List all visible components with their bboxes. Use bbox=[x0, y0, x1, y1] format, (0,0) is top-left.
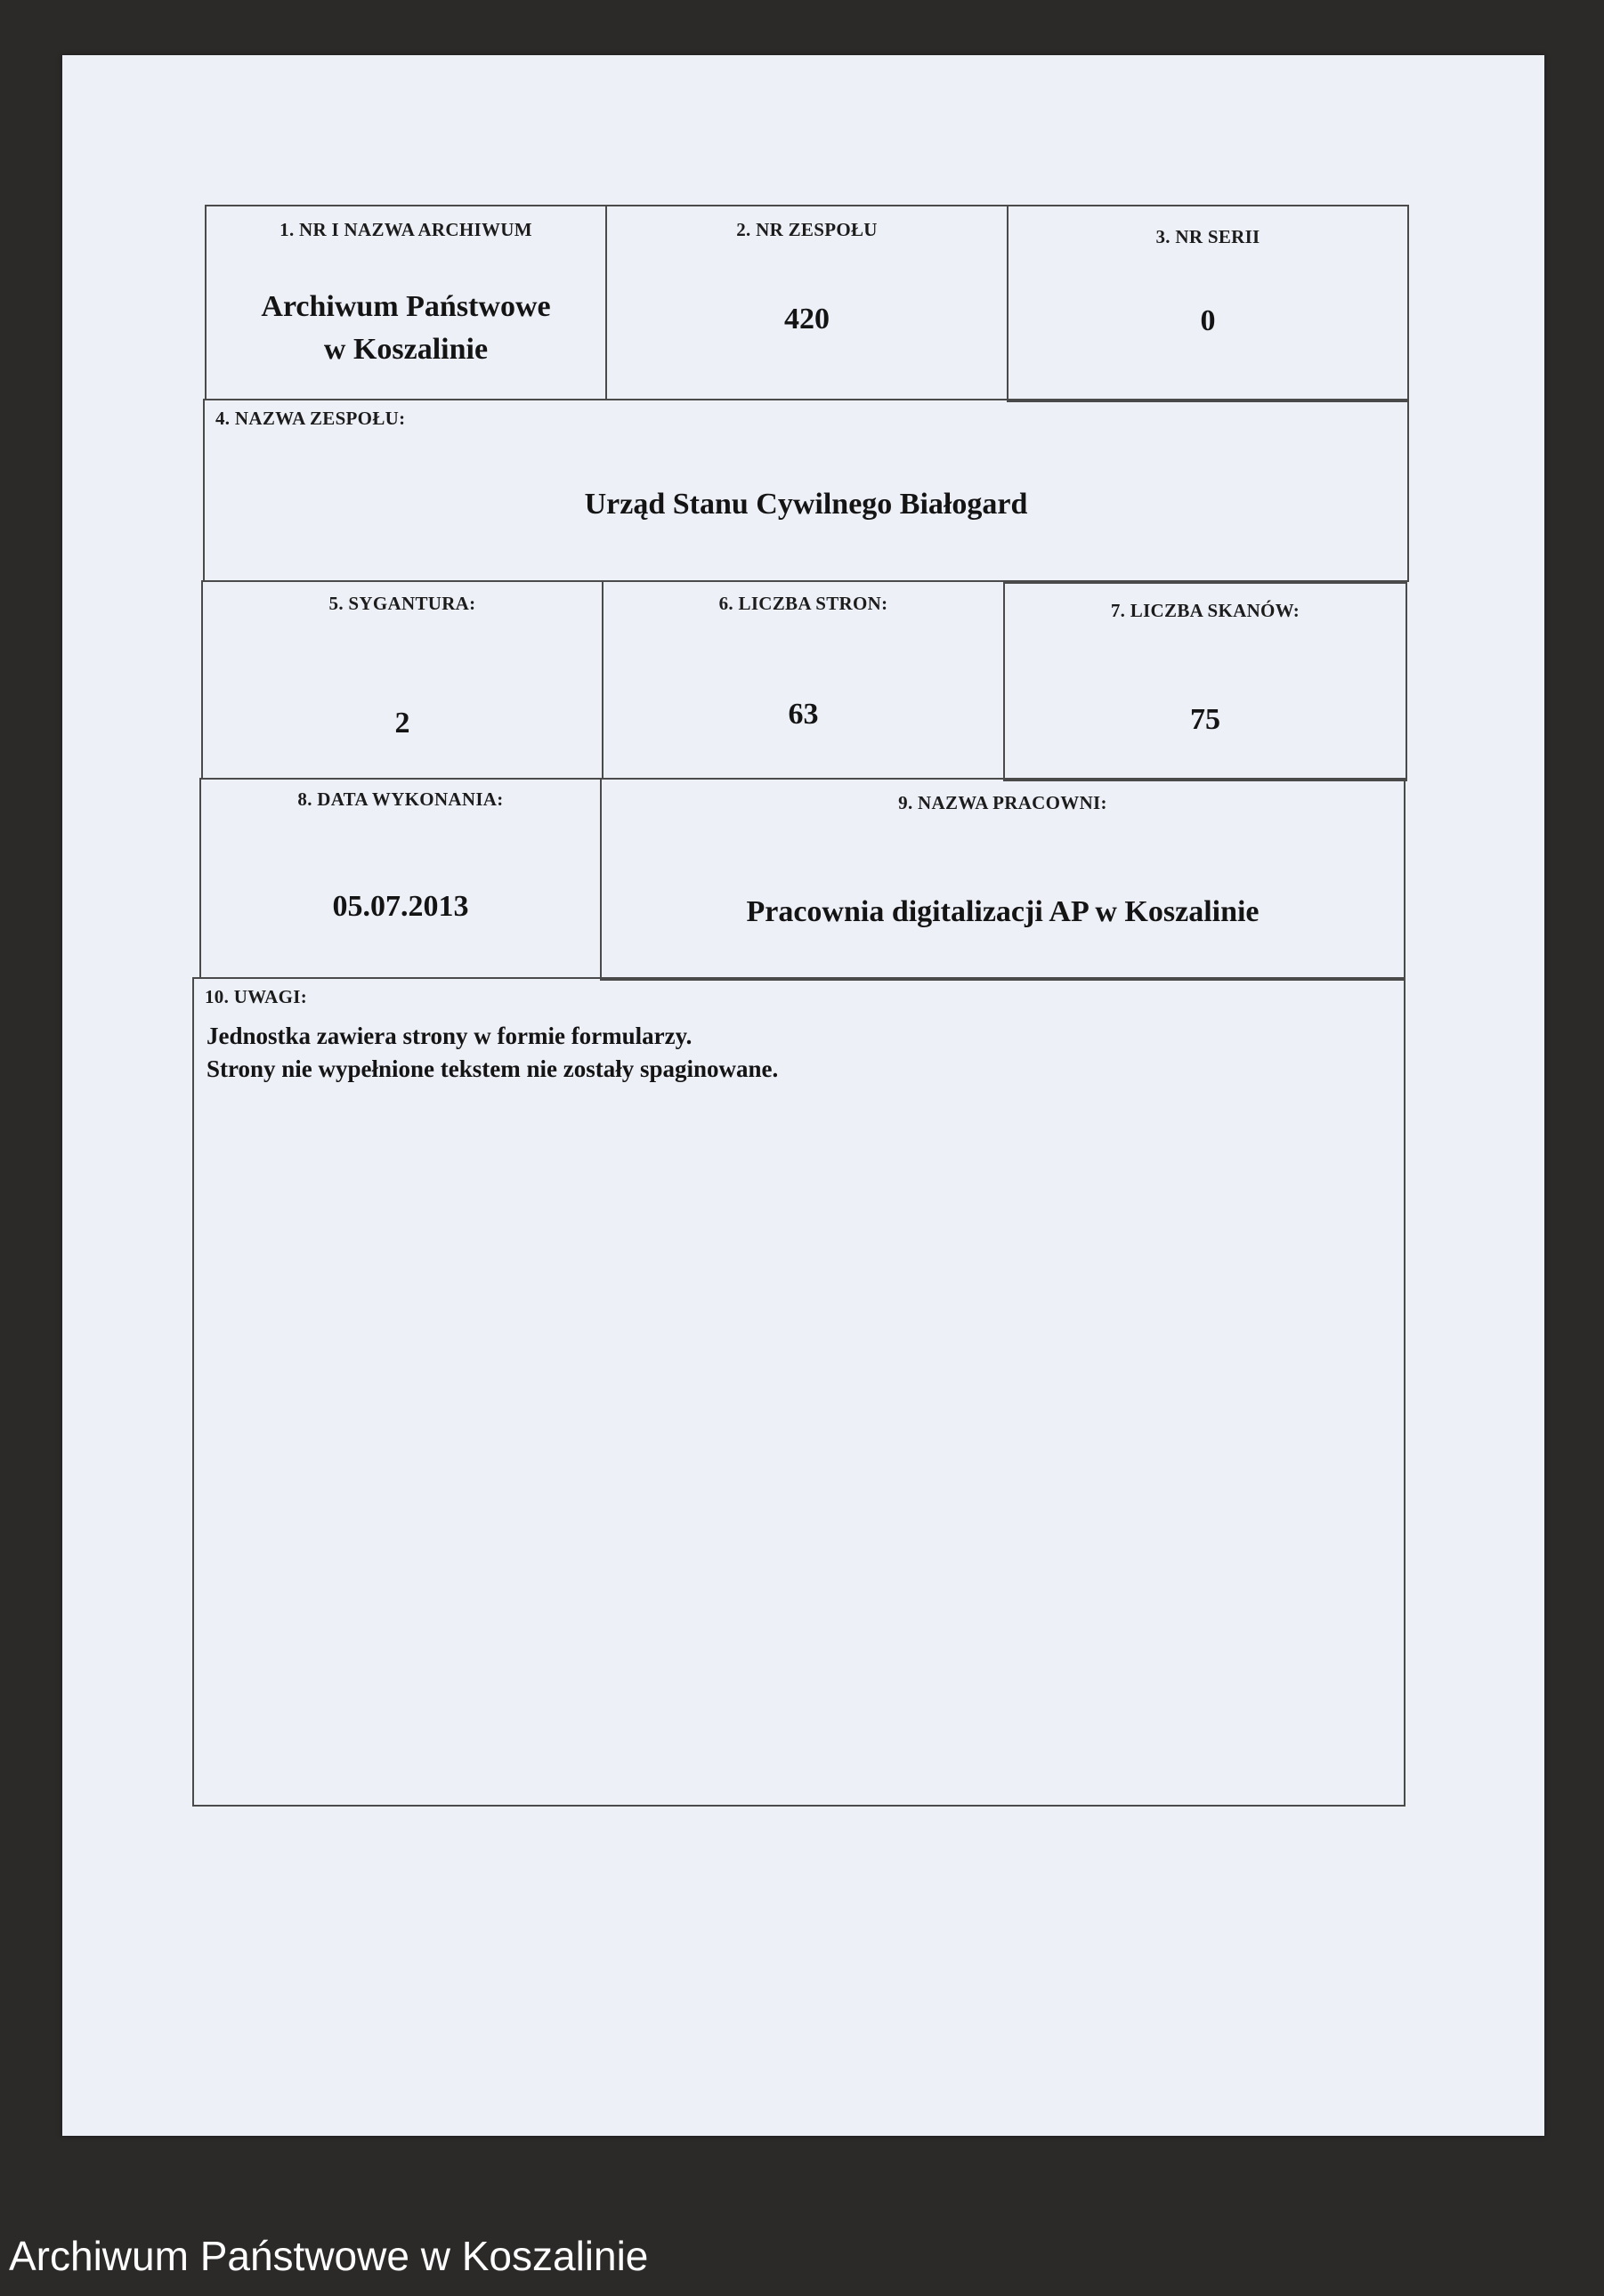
archive-cell bbox=[205, 205, 607, 400]
scan-count-label: 7. LICZBA SKANÓW: bbox=[1110, 600, 1300, 621]
fonds-number-label: 2. NR ZESPOŁU bbox=[736, 219, 878, 240]
remarks-label: 10. UWAGI: bbox=[205, 986, 308, 1007]
page-count-cell bbox=[602, 580, 1005, 780]
remarks-cell bbox=[192, 977, 1406, 1807]
page-count-label: 6. LICZBA STRON: bbox=[718, 593, 888, 614]
fonds-number-cell bbox=[605, 205, 1009, 400]
archive-footer-caption: Archiwum Państwowe w Koszalinie bbox=[9, 2233, 649, 2279]
signature-value: 2 bbox=[394, 707, 410, 740]
date-value: 05.07.2013 bbox=[332, 890, 469, 923]
archive-label: 1. NR I NAZWA ARCHIWUM bbox=[279, 219, 532, 240]
date-label: 8. DATA WYKONANIA: bbox=[297, 788, 504, 810]
series-number-cell bbox=[1007, 205, 1409, 402]
remarks-line-1: Jednostka zawiera strony w formie formularzy. bbox=[207, 1023, 693, 1049]
series-number-label: 3. NR SERII bbox=[1155, 226, 1260, 247]
metadata-form bbox=[62, 55, 1544, 2136]
signature-cell bbox=[201, 580, 604, 780]
page-count-value: 63 bbox=[788, 698, 819, 731]
archive-name-line2: w Koszalinie bbox=[323, 333, 489, 366]
fonds-name-cell bbox=[203, 399, 1409, 582]
archive-name-line1: Archiwum Państwowe bbox=[261, 290, 551, 323]
scan-count-value: 75 bbox=[1190, 703, 1220, 736]
workshop-cell bbox=[600, 778, 1406, 981]
fonds-number-value: 420 bbox=[784, 303, 830, 336]
fonds-name-label: 4. NAZWA ZESPOŁU: bbox=[215, 408, 406, 429]
date-cell bbox=[199, 778, 602, 979]
series-number-value: 0 bbox=[1200, 304, 1216, 337]
workshop-value: Pracownia digitalizacji AP w Koszalinie bbox=[746, 895, 1260, 928]
remarks-text bbox=[207, 1020, 1391, 1086]
scan-count-cell bbox=[1003, 582, 1407, 781]
document-sheet bbox=[62, 55, 1544, 2136]
remarks-line-2: Strony nie wypełnione tekstem nie zostały spaginowane. bbox=[207, 1055, 779, 1082]
signature-label: 5. SYGANTURA: bbox=[328, 593, 476, 614]
fonds-name-value: Urząd Stanu Cywilnego Białogard bbox=[584, 488, 1028, 521]
workshop-label: 9. NAZWA PRACOWNI: bbox=[898, 792, 1107, 813]
